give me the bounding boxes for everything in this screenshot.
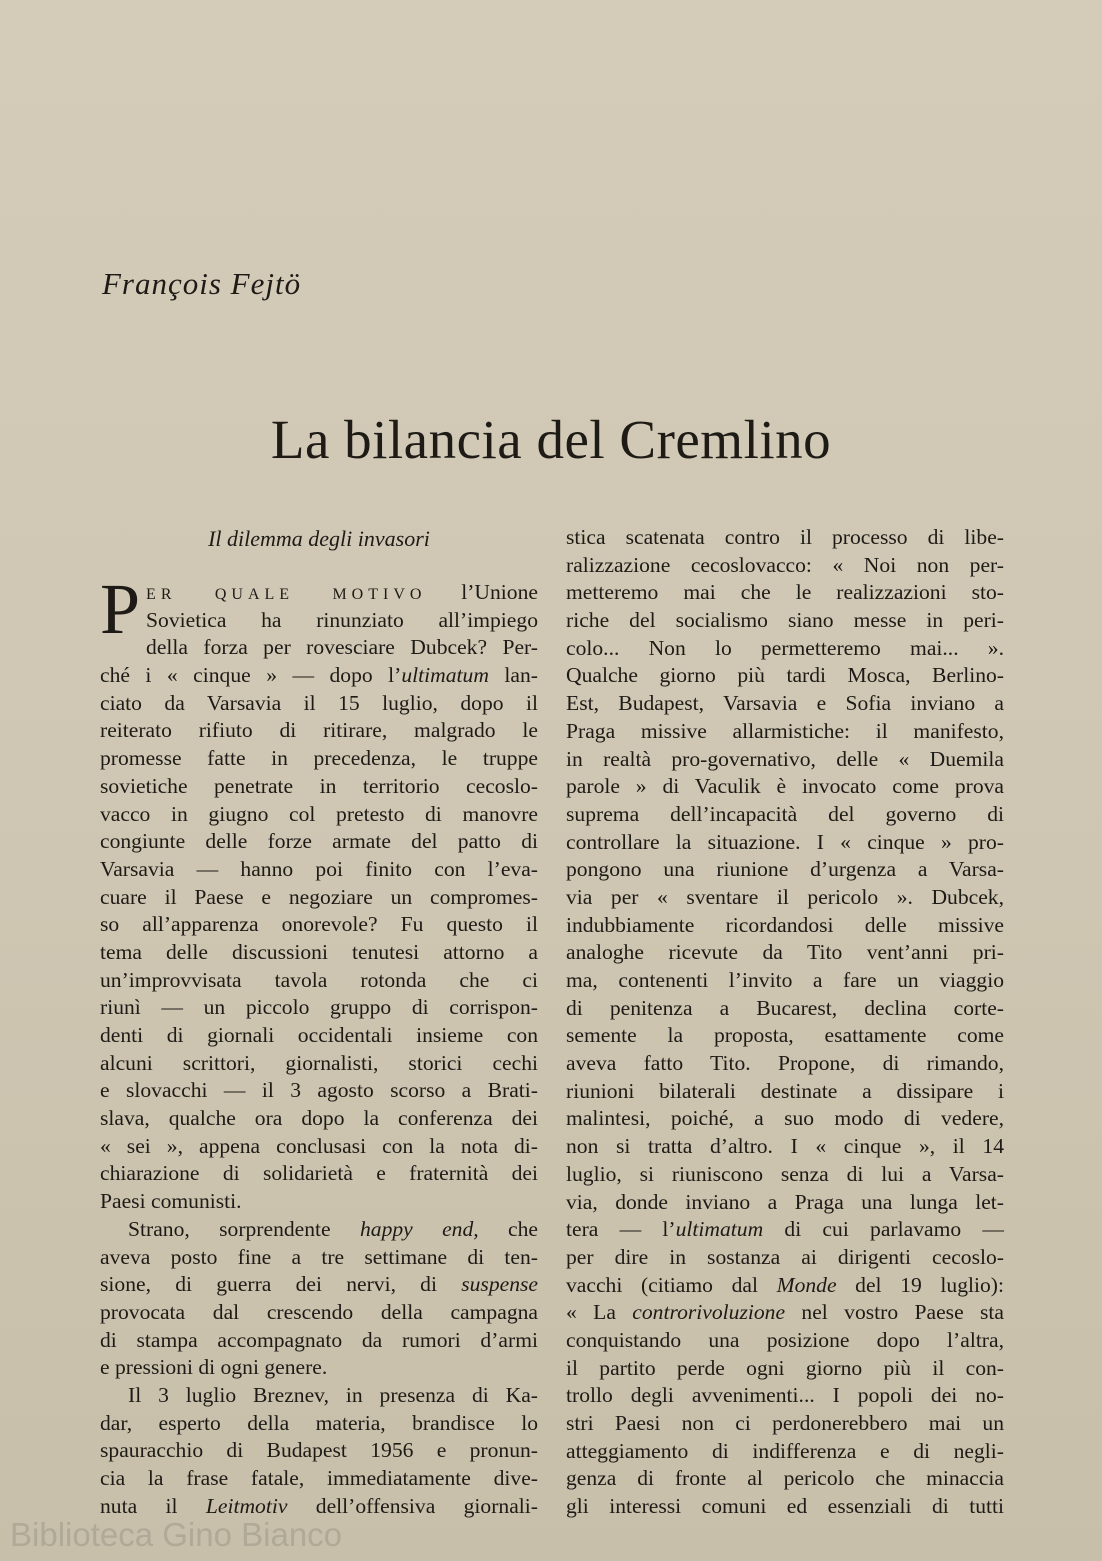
text-line: e pressioni di ogni genere.	[100, 1355, 328, 1380]
text-line: « sei », appena conclusasi con la nota di-	[100, 1133, 538, 1158]
text-line: Paesi comunisti.	[100, 1189, 242, 1214]
text-line: di penitenza a Bucarest, declina corte-	[566, 995, 1004, 1020]
left-column	[100, 524, 538, 1520]
text-line: trollo degli avvenimenti... I popoli dei no-	[566, 1383, 1004, 1408]
text-line: Sovietica ha rinunziato all’impiego	[146, 607, 538, 632]
text-line: cia la frase fatale, immediatamente dive-	[100, 1466, 538, 1490]
text-line: suprema dell’incapacità del governo di	[566, 801, 1004, 826]
text-line: promesse fatte in precedenza, le truppe	[100, 746, 538, 771]
italic-term: Leitmotiv	[205, 1493, 288, 1518]
text-line: « La controrivoluzione nel vostro Paese sta	[566, 1300, 1004, 1325]
text-line: ché i « cinque » — dopo l’ultimatum lan-	[100, 663, 538, 688]
text-line: congiunte delle forze armate del patto di	[100, 829, 538, 854]
text-line: e slovacchi — il 3 agosto scorso a Brati-	[100, 1078, 538, 1103]
text-line: via per « sventare il pericolo ». Dubcek,	[566, 884, 1004, 909]
text-line: slava, qualche ora dopo la conferenza dei	[100, 1106, 538, 1131]
text-line: alcuni scrittori, giornalisti, storici cechi	[100, 1050, 538, 1075]
right-column-lines	[566, 524, 1004, 1521]
section-subheading: Il dilemma degli invasori	[208, 526, 430, 551]
text-line: metteremo mai che le realizzazioni sto-	[566, 580, 1004, 605]
lead-paragraph	[100, 569, 538, 1520]
text-line: tera — l’ultimatum di cui parlavamo —	[566, 1217, 1004, 1242]
text-line: chiarazione di solidarietà e fraternità dei	[100, 1161, 538, 1186]
text-line: riche del socialismo siano messe in peri-	[566, 608, 1004, 633]
text-line: in realtà pro-governativo, delle « Duemila	[566, 746, 1004, 771]
text-line: ER QUALE MOTIVO l’Unione	[146, 580, 538, 604]
text-line: per dire in sostanza ai dirigenti cecoslo-	[566, 1244, 1004, 1269]
text-line: Praga missive allarmistiche: il manifesto,	[566, 718, 1004, 743]
text-line: conquistando una posizione dopo l’altra,	[566, 1327, 1004, 1352]
text-line: sovietiche penetrate in territorio cecoslo-	[100, 773, 538, 798]
text-line: Qualche giorno più tardi Mosca, Berlino-	[566, 663, 1004, 688]
text-line: Il 3 luglio Breznev, in presenza di Ka-	[128, 1382, 538, 1407]
text-line: denti di giornali occidentali insieme con	[100, 1023, 538, 1047]
drop-cap: P	[100, 569, 141, 649]
text-line: provocata dal crescendo della campagna	[100, 1299, 538, 1324]
text-line: so all’apparenza onorevole? Fu questo il	[100, 912, 538, 937]
text-line: il partito perde ogni giorno più il con-	[566, 1355, 1004, 1380]
text-line: ciato da Varsavia il 15 luglio, dopo il	[100, 690, 538, 715]
text-line: aveva fatto Tito. Propone, di rimando,	[566, 1051, 1004, 1076]
text-line: spauracchio di Budapest 1956 e pronun-	[100, 1438, 538, 1463]
text-line: Strano, sorprendente happy end, che	[128, 1216, 538, 1241]
left-column-lines	[100, 569, 538, 1520]
text-line: via, donde inviano a Praga una lunga let-	[566, 1189, 1004, 1214]
text-line: di stampa accompagnato da rumori d’armi	[100, 1327, 538, 1352]
text-line: ma, contenenti l’invito a fare un viaggio	[566, 968, 1004, 992]
text-line: aveva posto fine a tre settimane di ten-	[100, 1244, 538, 1269]
text-line: reiterato rifiuto di ritirare, malgrado le	[100, 718, 538, 743]
italic-term: ultimatum	[401, 663, 489, 688]
text-line: riunì — un piccolo gruppo di corrispon-	[100, 995, 538, 1020]
text-line: Est, Budapest, Varsavia e Sofia inviano a	[566, 691, 1004, 716]
text-line: non si tratta d’altro. I « cinque », il 14	[566, 1134, 1004, 1159]
italic-term: controrivoluzione	[632, 1300, 786, 1325]
text-line: parole » di Vaculik è invocato come prova	[566, 774, 1004, 799]
italic-term: ultimatum	[675, 1217, 764, 1242]
text-line: dar, esperto della materia, brandisce lo	[100, 1410, 538, 1435]
text-line: stri Paesi non ci perdonerebbero mai un	[566, 1411, 1004, 1435]
lead-small-caps: ER QUALE MOTIVO	[146, 586, 427, 603]
text-line: semente la proposta, esattamente come	[566, 1023, 1004, 1048]
library-watermark: Biblioteca Gino Bianco	[10, 1516, 343, 1553]
text-line: della forza per rovesciare Dubcek? Per-	[146, 635, 538, 660]
article-title: La bilancia del Cremlino	[270, 409, 832, 470]
text-line: vacchi (citiamo dal Monde del 19 luglio):	[566, 1272, 1004, 1297]
text-line: riunioni bilaterali destinate a dissipare i	[566, 1078, 1004, 1103]
text-line: atteggiamento di indifferenza e di negli-	[566, 1438, 1004, 1463]
text-line: stica scatenata contro il processo di libe-	[566, 525, 1004, 549]
text-line: un’improvvisata tavola rotonda che ci	[100, 967, 538, 992]
text-line: ralizzazione cecoslovacco: « Noi non per-	[566, 552, 1004, 577]
right-column	[566, 524, 1004, 1521]
text-line: sione, di guerra dei nervi, di suspense	[100, 1272, 538, 1297]
text-line: vacco in giugno col pretesto di manovre	[100, 801, 538, 826]
text-line: pongono una riunione d’urgenza a Varsa-	[566, 857, 1004, 882]
text-line: genza di fronte al pericolo che minaccia	[566, 1466, 1004, 1491]
text-line: colo... Non lo permetteremo mai... ».	[566, 635, 1004, 660]
text-line: indubbiamente ricordandosi delle missive	[566, 912, 1004, 937]
text-line: gli interessi comuni ed essenziali di tutti	[566, 1494, 1004, 1519]
text-line: analoghe ricevute da Tito vent’anni pri-	[566, 940, 1004, 965]
text-line: nuta il Leitmotiv dell’offensiva giornali-	[100, 1493, 538, 1518]
author-name: François Fejtö	[102, 266, 302, 301]
text-line: cuare il Paese e negoziare un compromes-	[100, 884, 538, 909]
text-line: controllare la situazione. I « cinque » pro-	[566, 829, 1004, 854]
text-line: malintesi, poiché, a suo modo di vedere,	[566, 1106, 1004, 1131]
text-line: tema delle discussioni tenutesi attorno a	[100, 939, 538, 964]
italic-term: suspense	[461, 1272, 538, 1297]
text-line: Varsavia — hanno poi finito con l’eva-	[100, 856, 538, 881]
italic-term: happy end,	[359, 1216, 479, 1241]
italic-term: Monde	[776, 1272, 837, 1297]
text-line: luglio, si riuniscono senza di lui a Varsa-	[566, 1161, 1004, 1186]
